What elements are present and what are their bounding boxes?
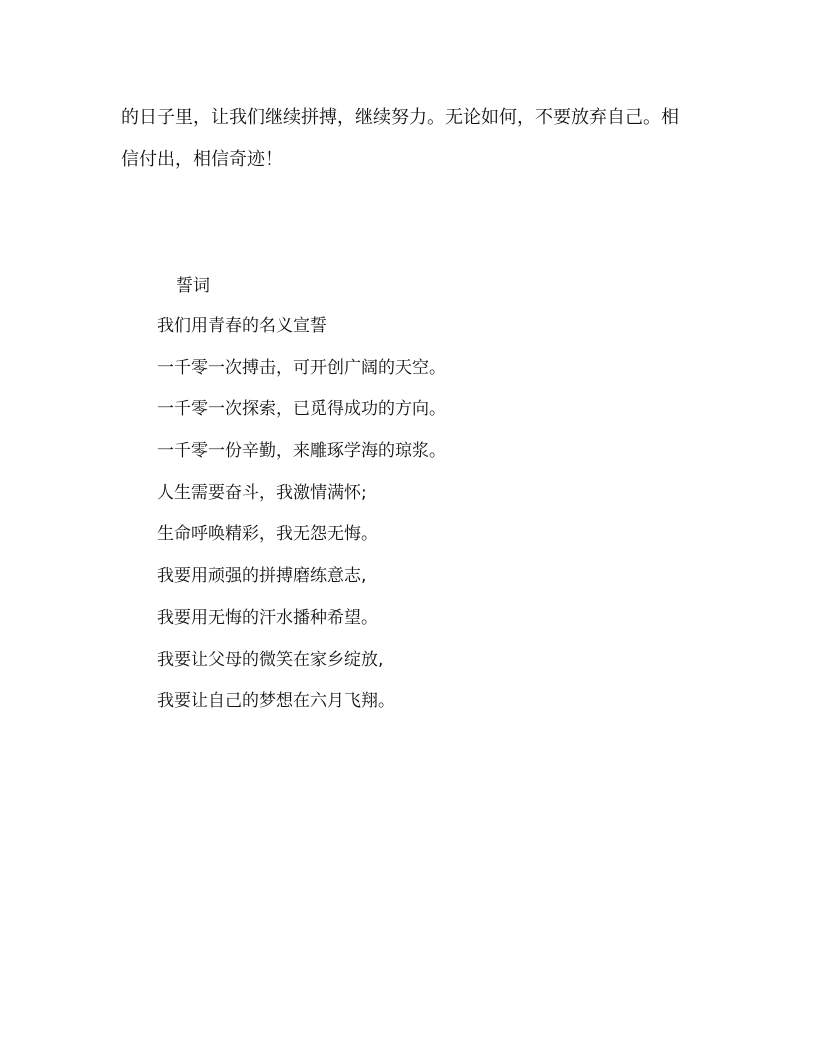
paragraph-line-1: 的日子里，让我们继续拼搏，继续努力。无论如何，不要放弃自己。相 xyxy=(121,107,679,128)
oath-lines xyxy=(157,314,446,731)
oath-line-1: 我们用青春的名义宣誓 xyxy=(157,316,327,336)
oath-line-5: 人生需要奋斗，我激情满怀; xyxy=(157,482,367,503)
oath-line-3: 一千零一次探索，已觅得成功的方向。 xyxy=(157,399,446,420)
oath-line-6: 生命呼唤精彩，我无怨无悔。 xyxy=(157,524,378,545)
oath-line-4: 一千零一份辛勤，来雕琢学海的琼浆。 xyxy=(157,441,446,462)
paragraph-line-2: 信付出，相信奇迹！ xyxy=(121,149,283,170)
oath-line-9: 我要让父母的微笑在家乡绽放, xyxy=(157,649,384,670)
oath-line-7: 我要用顽强的拼搏磨练意志, xyxy=(157,566,367,587)
oath-line-2: 一千零一次搏击，可开创广阔的天空。 xyxy=(157,357,446,378)
oath-title: 誓词 xyxy=(176,276,210,296)
oath-line-10: 我要让自己的梦想在六月飞翔。 xyxy=(157,691,395,712)
oath-line-8: 我要用无悔的汗水播种希望。 xyxy=(157,607,378,628)
